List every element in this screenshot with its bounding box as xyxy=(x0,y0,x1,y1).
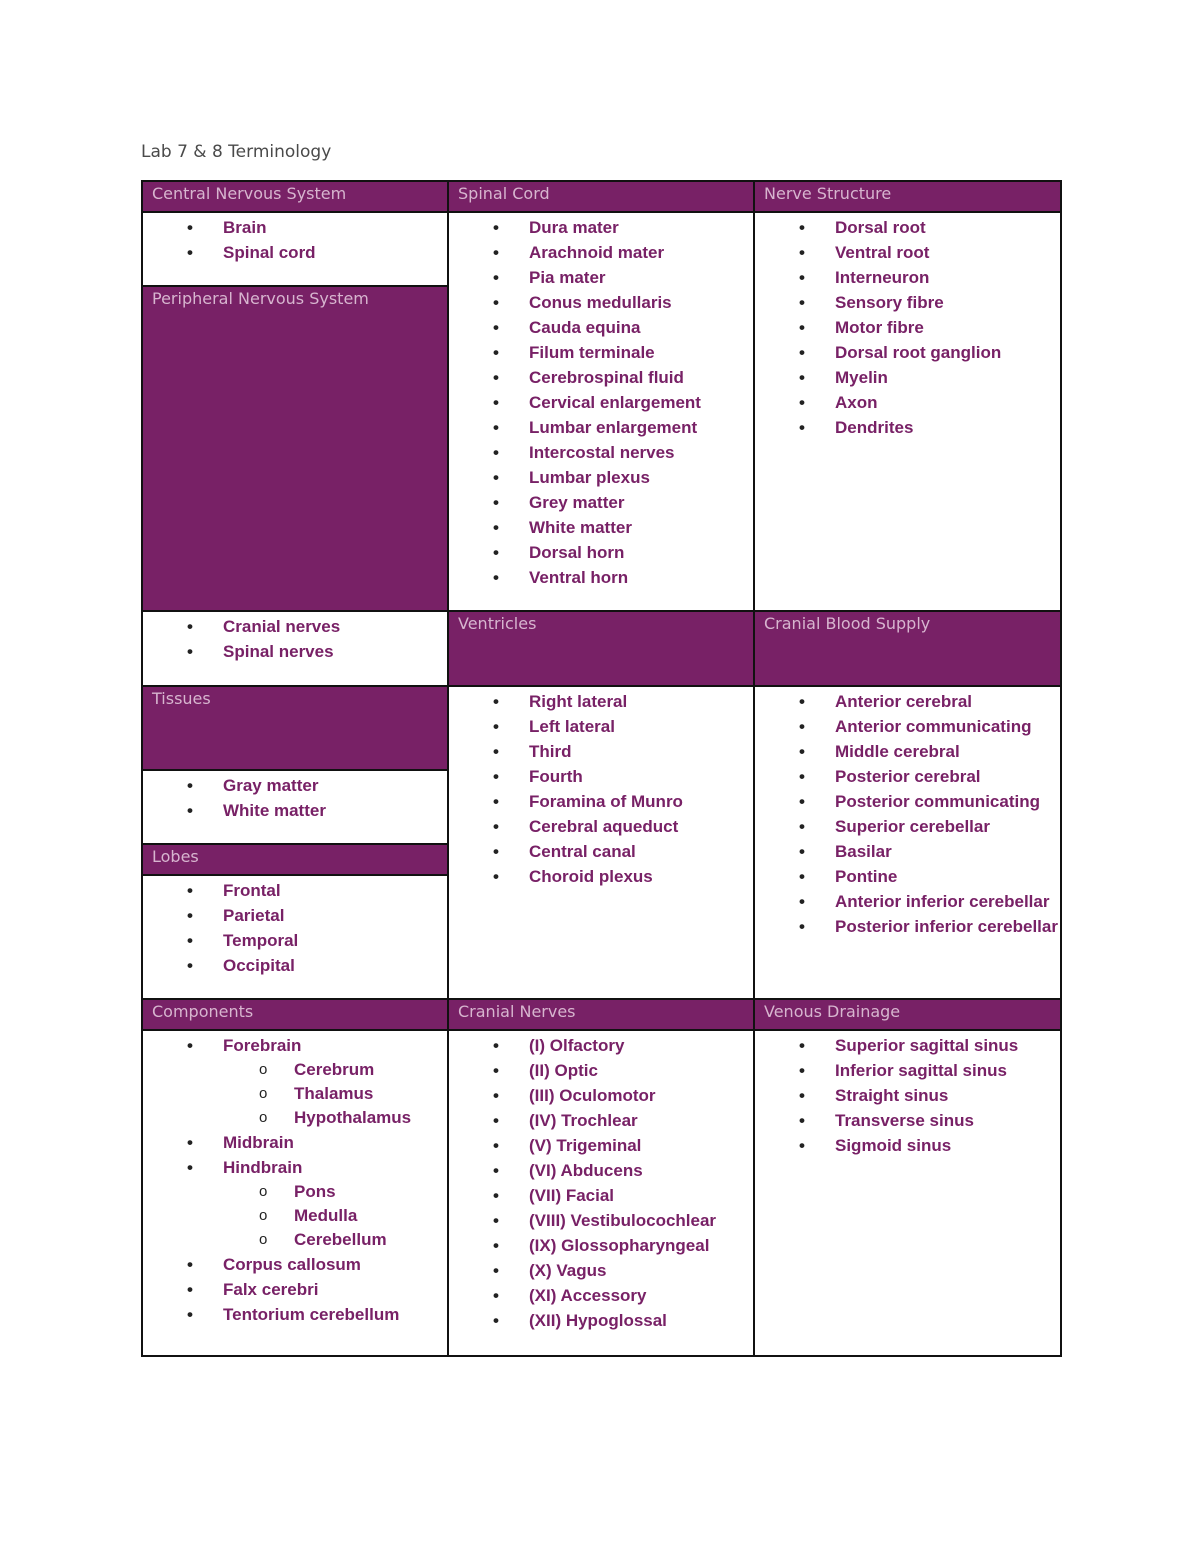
header-nerve-structure: Nerve Structure xyxy=(753,180,1062,213)
sub-list-item: o Thalamus xyxy=(143,1082,534,1106)
list-item: • Grey matter xyxy=(449,490,769,515)
list-item: • Dorsal root ganglion xyxy=(755,340,1075,365)
list-item: • Spinal cord xyxy=(143,240,463,265)
list-item: • Central canal xyxy=(449,839,769,864)
list-item: • Temporal xyxy=(143,928,463,953)
spinal-cord-list xyxy=(449,215,769,590)
cell-nerve-structure xyxy=(753,211,1062,612)
cranial-nerves-list xyxy=(449,1033,769,1333)
header-cranial-nerves: Cranial Nerves xyxy=(447,998,755,1031)
list-item: • Filum terminale xyxy=(449,340,769,365)
list-item: • Ventral horn xyxy=(449,565,769,590)
nerve-structure-list xyxy=(755,215,1075,440)
list-item: • Lumbar enlargement xyxy=(449,415,769,440)
list-item: • Anterior communicating xyxy=(755,714,1075,739)
list-item: • (XII) Hypoglossal xyxy=(449,1308,769,1333)
list-item: • Foramina of Munro xyxy=(449,789,769,814)
list-item: • Myelin xyxy=(755,365,1075,390)
list-item: • Posterior cerebral xyxy=(755,764,1075,789)
list-item: • Sensory fibre xyxy=(755,290,1075,315)
list-item: • Dorsal root xyxy=(755,215,1075,240)
list-item: • Axon xyxy=(755,390,1075,415)
list-item: • Corpus callosum xyxy=(143,1252,463,1277)
list-item: • Anterior inferior cerebellar xyxy=(755,889,1075,914)
cell-tissues xyxy=(141,769,449,845)
list-item: • Superior cerebellar xyxy=(755,814,1075,839)
list-item: • Forebrain xyxy=(143,1033,463,1058)
cell-cranial-nerves xyxy=(447,1029,755,1357)
list-item: • Gray matter xyxy=(143,773,463,798)
pns-list xyxy=(143,614,463,664)
header-cranial-blood-supply: Cranial Blood Supply xyxy=(753,610,1062,687)
list-item: • White matter xyxy=(449,515,769,540)
list-item: • Basilar xyxy=(755,839,1075,864)
list-item: • (XI) Accessory xyxy=(449,1283,769,1308)
list-item: • Posterior inferior cerebellar xyxy=(755,914,1075,939)
cell-cns xyxy=(141,211,449,287)
list-item: • White matter xyxy=(143,798,463,823)
cell-spinal-cord xyxy=(447,211,755,612)
list-item: • Inferior sagittal sinus xyxy=(755,1058,1075,1083)
list-item: • Pontine xyxy=(755,864,1075,889)
cell-components xyxy=(141,1029,449,1357)
list-item: • Cerebrospinal fluid xyxy=(449,365,769,390)
list-item: • Dendrites xyxy=(755,415,1075,440)
lobes-list xyxy=(143,878,463,978)
sub-list-item: o Hypothalamus xyxy=(143,1106,534,1130)
venous-list xyxy=(755,1033,1075,1158)
list-item: • Sigmoid sinus xyxy=(755,1133,1075,1158)
list-item: • Spinal nerves xyxy=(143,639,463,664)
list-item: • Third xyxy=(449,739,769,764)
list-item: • (II) Optic xyxy=(449,1058,769,1083)
list-item: • (IX) Glossopharyngeal xyxy=(449,1233,769,1258)
list-item: • Straight sinus xyxy=(755,1083,1075,1108)
ventricles-list xyxy=(449,689,769,889)
list-item: • Hindbrain xyxy=(143,1155,463,1180)
list-item: • (VI) Abducens xyxy=(449,1158,769,1183)
list-item: • Superior sagittal sinus xyxy=(755,1033,1075,1058)
list-item: • Cerebral aqueduct xyxy=(449,814,769,839)
list-item: • Choroid plexus xyxy=(449,864,769,889)
list-item: • Cervical enlargement xyxy=(449,390,769,415)
header-ventricles: Ventricles xyxy=(447,610,755,687)
cell-lobes xyxy=(141,874,449,1000)
list-item: • Dura mater xyxy=(449,215,769,240)
list-item: • Motor fibre xyxy=(755,315,1075,340)
cell-pns xyxy=(141,610,449,687)
header-pns: Peripheral Nervous System xyxy=(141,285,449,612)
header-components: Components xyxy=(141,998,449,1031)
list-item: • Left lateral xyxy=(449,714,769,739)
list-item: • Frontal xyxy=(143,878,463,903)
list-item: • Parietal xyxy=(143,903,463,928)
list-item: • (I) Olfactory xyxy=(449,1033,769,1058)
list-item: • (V) Trigeminal xyxy=(449,1133,769,1158)
cell-ventricles xyxy=(447,685,755,1000)
list-item: • Cauda equina xyxy=(449,315,769,340)
header-venous-drainage: Venous Drainage xyxy=(753,998,1062,1031)
list-item: • Posterior communicating xyxy=(755,789,1075,814)
header-tissues: Tissues xyxy=(141,685,449,771)
list-item: • (IV) Trochlear xyxy=(449,1108,769,1133)
cranial-blood-list xyxy=(755,689,1075,939)
list-item: • (VII) Facial xyxy=(449,1183,769,1208)
list-item: • (III) Oculomotor xyxy=(449,1083,769,1108)
list-item: • Intercostal nerves xyxy=(449,440,769,465)
list-item: • Cranial nerves xyxy=(143,614,463,639)
sub-list-item: o Medulla xyxy=(143,1204,534,1228)
list-item: • Transverse sinus xyxy=(755,1108,1075,1133)
list-item: • Right lateral xyxy=(449,689,769,714)
list-item: • Fourth xyxy=(449,764,769,789)
sub-list-item: o Cerebellum xyxy=(143,1228,534,1252)
list-item: • Anterior cerebral xyxy=(755,689,1075,714)
header-cns: Central Nervous System xyxy=(141,180,449,213)
cell-venous-drainage xyxy=(753,1029,1062,1357)
list-item: • Conus medullaris xyxy=(449,290,769,315)
list-item: • Interneuron xyxy=(755,265,1075,290)
tissues-list xyxy=(143,773,463,823)
sub-list-item: o Cerebrum xyxy=(143,1058,534,1082)
list-item: • Midbrain xyxy=(143,1130,463,1155)
list-item: • Tentorium cerebellum xyxy=(143,1302,463,1327)
list-item: • Dorsal horn xyxy=(449,540,769,565)
cell-cranial-blood-supply xyxy=(753,685,1062,1000)
list-item: • Lumbar plexus xyxy=(449,465,769,490)
header-spinal-cord: Spinal Cord xyxy=(447,180,755,213)
cns-list xyxy=(143,215,463,265)
sub-list-item: o Pons xyxy=(143,1180,534,1204)
list-item: • (VIII) Vestibulocochlear xyxy=(449,1208,769,1233)
list-item: • Ventral root xyxy=(755,240,1075,265)
list-item: • Occipital xyxy=(143,953,463,978)
list-item: • Brain xyxy=(143,215,463,240)
list-item: • Arachnoid mater xyxy=(449,240,769,265)
header-lobes: Lobes xyxy=(141,843,449,876)
list-item: • Pia mater xyxy=(449,265,769,290)
list-item: • Middle cerebral xyxy=(755,739,1075,764)
document-title: Lab 7 & 8 Terminology xyxy=(141,142,332,162)
list-item: • Falx cerebri xyxy=(143,1277,463,1302)
list-item: • (X) Vagus xyxy=(449,1258,769,1283)
